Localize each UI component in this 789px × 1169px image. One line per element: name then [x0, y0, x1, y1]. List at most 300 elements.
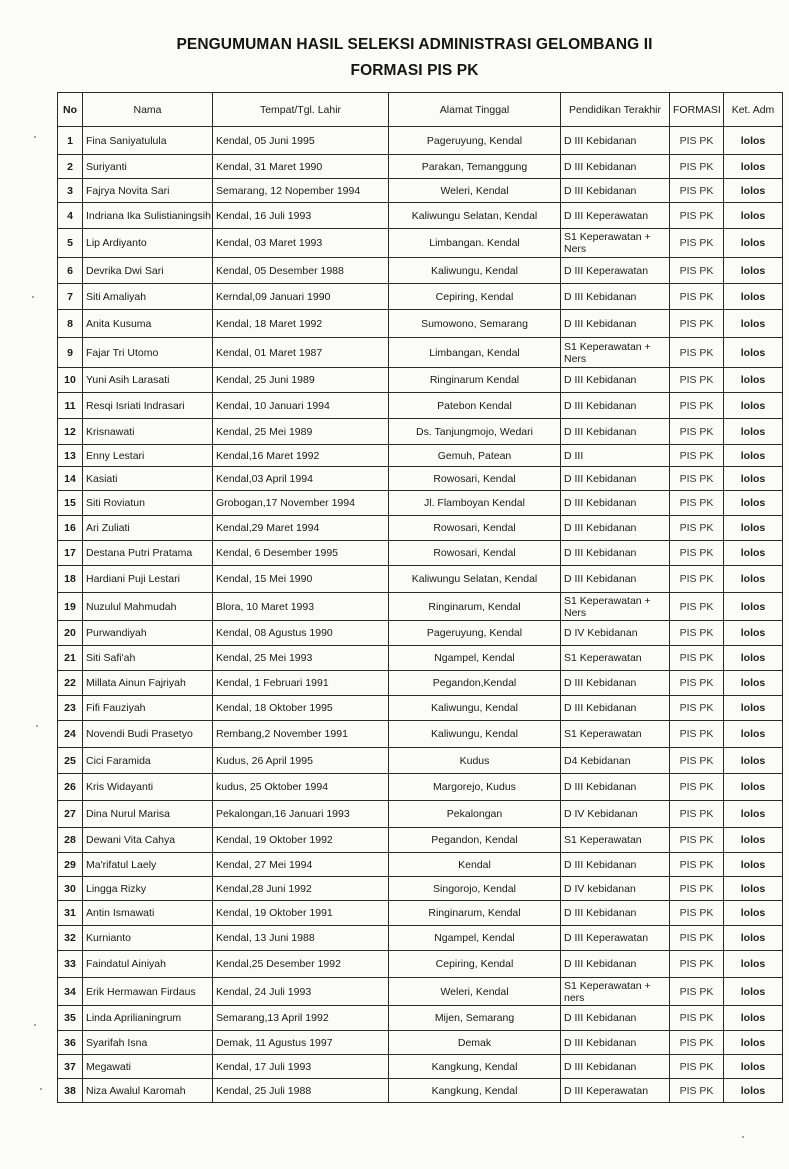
row-ket-adm: lolos [724, 853, 783, 877]
row-formasi: PIS PK [670, 828, 724, 853]
row-pendidikan: D4 Kebidanan [561, 748, 670, 774]
row-nama: Linda Aprilianingrum [83, 1006, 213, 1031]
table-row [58, 1079, 783, 1103]
row-formasi: PIS PK [670, 774, 724, 801]
row-alamat: Kaliwungu Selatan, Kendal [389, 566, 561, 593]
row-tempat-tgl-lahir: Grobogan,17 November 1994 [213, 491, 389, 516]
row-no: 38 [58, 1079, 83, 1103]
row-pendidikan: S1 Keperawatan + ners [561, 978, 670, 1006]
row-nama: Millata Ainun Fajriyah [83, 671, 213, 696]
row-alamat: Kendal [389, 853, 561, 877]
row-alamat: Kaliwungu, Kendal [389, 258, 561, 284]
row-nama: Suriyanti [83, 155, 213, 179]
row-no: 36 [58, 1031, 83, 1055]
row-alamat: Jl. Flamboyan Kendal [389, 491, 561, 516]
row-tempat-tgl-lahir: Kendal, 16 Juli 1993 [213, 203, 389, 229]
table-row [58, 877, 783, 901]
row-nama: Indriana Ika Sulistianingsih [83, 203, 213, 229]
row-tempat-tgl-lahir: Demak, 11 Agustus 1997 [213, 1031, 389, 1055]
row-nama: Kris Widayanti [83, 774, 213, 801]
row-ket-adm: lolos [724, 229, 783, 258]
row-no: 37 [58, 1055, 83, 1079]
row-tempat-tgl-lahir: Semarang,13 April 1992 [213, 1006, 389, 1031]
scan-speck [742, 1136, 744, 1138]
row-no: 2 [58, 155, 83, 179]
row-pendidikan: D III Kebidanan [561, 491, 670, 516]
row-nama: Krisnawati [83, 419, 213, 445]
header-ket-adm: Ket. Adm [724, 93, 783, 127]
row-ket-adm: lolos [724, 774, 783, 801]
row-pendidikan: D III Keperawatan [561, 926, 670, 951]
row-tempat-tgl-lahir: Kendal, 19 Oktober 1991 [213, 901, 389, 926]
row-no: 23 [58, 696, 83, 721]
row-formasi: PIS PK [670, 877, 724, 901]
row-nama: Resqi Isriati Indrasari [83, 393, 213, 419]
row-formasi: PIS PK [670, 258, 724, 284]
row-pendidikan: D III Kebidanan [561, 696, 670, 721]
row-ket-adm: lolos [724, 310, 783, 338]
row-pendidikan: D III Kebidanan [561, 901, 670, 926]
row-tempat-tgl-lahir: Kerndal,09 Januari 1990 [213, 284, 389, 310]
row-formasi: PIS PK [670, 951, 724, 978]
row-ket-adm: lolos [724, 155, 783, 179]
row-no: 13 [58, 445, 83, 467]
row-ket-adm: lolos [724, 516, 783, 541]
row-nama: Novendi Budi Prasetyo [83, 721, 213, 748]
row-nama: Devrika Dwi Sari [83, 258, 213, 284]
table-row [58, 127, 783, 155]
row-ket-adm: lolos [724, 179, 783, 203]
row-tempat-tgl-lahir: Kendal,03 April 1994 [213, 467, 389, 491]
row-nama: Anita Kusuma [83, 310, 213, 338]
row-ket-adm: lolos [724, 419, 783, 445]
row-nama: Niza Awalul Karomah [83, 1079, 213, 1103]
row-no: 4 [58, 203, 83, 229]
row-nama: Kurnianto [83, 926, 213, 951]
row-alamat: Kudus [389, 748, 561, 774]
row-alamat: Patebon Kendal [389, 393, 561, 419]
row-formasi: PIS PK [670, 978, 724, 1006]
row-tempat-tgl-lahir: Kendal,25 Desember 1992 [213, 951, 389, 978]
row-nama: Siti Safi'ah [83, 646, 213, 671]
row-alamat: Pageruyung, Kendal [389, 621, 561, 646]
row-pendidikan: D III Kebidanan [561, 284, 670, 310]
row-alamat: Kaliwungu, Kendal [389, 721, 561, 748]
row-tempat-tgl-lahir: Kendal, 1 Februari 1991 [213, 671, 389, 696]
row-alamat: Ngampel, Kendal [389, 926, 561, 951]
document-title: PENGUMUMAN HASIL SELEKSI ADMINISTRASI GELOMBANG II [176, 36, 653, 53]
row-no: 29 [58, 853, 83, 877]
row-formasi: PIS PK [670, 393, 724, 419]
row-nama: Erik Hermawan Firdaus [83, 978, 213, 1006]
document-subtitle: FORMASI PIS PK [350, 62, 479, 79]
row-pendidikan: D III Kebidanan [561, 853, 670, 877]
table-row [58, 593, 783, 621]
header-tempat-tgl-lahir: Tempat/Tgl. Lahir [213, 93, 389, 127]
row-tempat-tgl-lahir: Kudus, 26 April 1995 [213, 748, 389, 774]
row-pendidikan: D III Kebidanan [561, 1031, 670, 1055]
row-alamat: Limbangan. Kendal [389, 229, 561, 258]
row-ket-adm: lolos [724, 1055, 783, 1079]
row-pendidikan: D III Kebidanan [561, 419, 670, 445]
table-row [58, 801, 783, 828]
row-nama: Kasiati [83, 467, 213, 491]
table-row [58, 179, 783, 203]
header-formasi: FORMASI [670, 93, 724, 127]
row-no: 20 [58, 621, 83, 646]
row-alamat: Cepiring, Kendal [389, 951, 561, 978]
row-nama: Faindatul Ainiyah [83, 951, 213, 978]
table-row [58, 284, 783, 310]
row-ket-adm: lolos [724, 338, 783, 368]
row-formasi: PIS PK [670, 748, 724, 774]
row-ket-adm: lolos [724, 445, 783, 467]
table-row [58, 155, 783, 179]
row-no: 34 [58, 978, 83, 1006]
row-alamat: Mijen, Semarang [389, 1006, 561, 1031]
row-tempat-tgl-lahir: Kendal, 27 Mei 1994 [213, 853, 389, 877]
row-formasi: PIS PK [670, 368, 724, 393]
row-tempat-tgl-lahir: Blora, 10 Maret 1993 [213, 593, 389, 621]
row-ket-adm: lolos [724, 671, 783, 696]
row-alamat: Weleri, Kendal [389, 179, 561, 203]
row-ket-adm: lolos [724, 951, 783, 978]
row-ket-adm: lolos [724, 1031, 783, 1055]
row-ket-adm: lolos [724, 828, 783, 853]
row-tempat-tgl-lahir: Kendal, 18 Maret 1992 [213, 310, 389, 338]
row-formasi: PIS PK [670, 516, 724, 541]
row-formasi: PIS PK [670, 310, 724, 338]
row-tempat-tgl-lahir: Kendal, 24 Juli 1993 [213, 978, 389, 1006]
row-tempat-tgl-lahir: Rembang,2 November 1991 [213, 721, 389, 748]
row-alamat: Kangkung, Kendal [389, 1079, 561, 1103]
table-row [58, 541, 783, 566]
row-no: 5 [58, 229, 83, 258]
row-alamat: Pekalongan [389, 801, 561, 828]
row-pendidikan: D III Kebidanan [561, 155, 670, 179]
row-formasi: PIS PK [670, 1006, 724, 1031]
table-row [58, 828, 783, 853]
row-pendidikan: D IV Kebidanan [561, 801, 670, 828]
table-row [58, 748, 783, 774]
row-ket-adm: lolos [724, 801, 783, 828]
row-alamat: Singorojo, Kendal [389, 877, 561, 901]
row-tempat-tgl-lahir: Kendal, 08 Agustus 1990 [213, 621, 389, 646]
row-no: 1 [58, 127, 83, 155]
row-tempat-tgl-lahir: Kendal, 03 Maret 1993 [213, 229, 389, 258]
row-ket-adm: lolos [724, 284, 783, 310]
row-formasi: PIS PK [670, 229, 724, 258]
row-alamat: Margorejo, Kudus [389, 774, 561, 801]
row-alamat: Rowosari, Kendal [389, 541, 561, 566]
row-formasi: PIS PK [670, 801, 724, 828]
row-alamat: Kaliwungu Selatan, Kendal [389, 203, 561, 229]
row-tempat-tgl-lahir: Kendal,29 Maret 1994 [213, 516, 389, 541]
row-formasi: PIS PK [670, 1079, 724, 1103]
row-no: 28 [58, 828, 83, 853]
row-pendidikan: D III Kebidanan [561, 774, 670, 801]
row-tempat-tgl-lahir: Kendal, 15 Mei 1990 [213, 566, 389, 593]
row-formasi: PIS PK [670, 853, 724, 877]
row-ket-adm: lolos [724, 127, 783, 155]
row-pendidikan: D III Keperawatan [561, 1079, 670, 1103]
row-tempat-tgl-lahir: Kendal, 05 Juni 1995 [213, 127, 389, 155]
row-nama: Yuni Asih Larasati [83, 368, 213, 393]
row-no: 24 [58, 721, 83, 748]
row-nama: Fifi Fauziyah [83, 696, 213, 721]
row-tempat-tgl-lahir: Kendal,16 Maret 1992 [213, 445, 389, 467]
row-nama: Ari Zuliati [83, 516, 213, 541]
row-tempat-tgl-lahir: Kendal, 31 Maret 1990 [213, 155, 389, 179]
row-no: 32 [58, 926, 83, 951]
header-alamat-tinggal: Alamat Tinggal [389, 93, 561, 127]
row-formasi: PIS PK [670, 541, 724, 566]
row-ket-adm: lolos [724, 491, 783, 516]
table-row [58, 853, 783, 877]
row-no: 17 [58, 541, 83, 566]
row-tempat-tgl-lahir: Semarang, 12 Nopember 1994 [213, 179, 389, 203]
table-row [58, 926, 783, 951]
row-pendidikan: D III Kebidanan [561, 671, 670, 696]
row-nama: Siti Amaliyah [83, 284, 213, 310]
row-alamat: Ds. Tanjungmojo, Wedari [389, 419, 561, 445]
row-ket-adm: lolos [724, 646, 783, 671]
table-row [58, 646, 783, 671]
row-alamat: Kangkung, Kendal [389, 1055, 561, 1079]
table-header-row [58, 93, 783, 127]
row-pendidikan: D III Kebidanan [561, 1055, 670, 1079]
row-tempat-tgl-lahir: Pekalongan,16 Januari 1993 [213, 801, 389, 828]
row-tempat-tgl-lahir: Kendal, 25 Mei 1989 [213, 419, 389, 445]
row-nama: Dewani Vita Cahya [83, 828, 213, 853]
row-ket-adm: lolos [724, 368, 783, 393]
table-row [58, 721, 783, 748]
row-alamat: Gemuh, Patean [389, 445, 561, 467]
scan-speck [40, 1088, 42, 1090]
row-ket-adm: lolos [724, 1006, 783, 1031]
row-tempat-tgl-lahir: Kendal, 05 Desember 1988 [213, 258, 389, 284]
row-ket-adm: lolos [724, 393, 783, 419]
row-formasi: PIS PK [670, 284, 724, 310]
row-alamat: Pegandon, Kendal [389, 828, 561, 853]
row-formasi: PIS PK [670, 155, 724, 179]
row-pendidikan: D III Kebidanan [561, 368, 670, 393]
row-formasi: PIS PK [670, 467, 724, 491]
row-formasi: PIS PK [670, 566, 724, 593]
row-formasi: PIS PK [670, 1055, 724, 1079]
row-alamat: Ngampel, Kendal [389, 646, 561, 671]
row-nama: Siti Roviatun [83, 491, 213, 516]
row-nama: Destana Putri Pratama [83, 541, 213, 566]
row-no: 6 [58, 258, 83, 284]
row-ket-adm: lolos [724, 467, 783, 491]
table-row [58, 310, 783, 338]
row-pendidikan: D III Kebidanan [561, 467, 670, 491]
row-formasi: PIS PK [670, 593, 724, 621]
row-tempat-tgl-lahir: Kendal, 01 Maret 1987 [213, 338, 389, 368]
row-formasi: PIS PK [670, 419, 724, 445]
row-no: 35 [58, 1006, 83, 1031]
row-pendidikan: S1 Keperawatan [561, 646, 670, 671]
row-tempat-tgl-lahir: Kendal, 25 Juli 1988 [213, 1079, 389, 1103]
row-ket-adm: lolos [724, 748, 783, 774]
row-ket-adm: lolos [724, 566, 783, 593]
table-row [58, 774, 783, 801]
table-row [58, 1055, 783, 1079]
row-pendidikan: D III Kebidanan [561, 541, 670, 566]
row-nama: Fina Saniyatulula [83, 127, 213, 155]
row-no: 15 [58, 491, 83, 516]
scan-speck [32, 296, 34, 298]
row-pendidikan: D IV kebidanan [561, 877, 670, 901]
row-no: 21 [58, 646, 83, 671]
table-row [58, 978, 783, 1006]
row-tempat-tgl-lahir: Kendal, 13 Juni 1988 [213, 926, 389, 951]
scan-speck [34, 136, 36, 138]
row-no: 30 [58, 877, 83, 901]
row-pendidikan: D III Keperawatan [561, 258, 670, 284]
header-pendidikan-terakhir: Pendidikan Terakhir [561, 93, 670, 127]
row-tempat-tgl-lahir: Kendal, 25 Juni 1989 [213, 368, 389, 393]
row-alamat: Pageruyung, Kendal [389, 127, 561, 155]
row-tempat-tgl-lahir: kudus, 25 Oktober 1994 [213, 774, 389, 801]
row-no: 10 [58, 368, 83, 393]
table-row [58, 516, 783, 541]
row-alamat: Ringinarum, Kendal [389, 901, 561, 926]
table-row [58, 393, 783, 419]
row-formasi: PIS PK [670, 445, 724, 467]
table-row [58, 901, 783, 926]
table-row [58, 467, 783, 491]
table-row [58, 368, 783, 393]
row-pendidikan: D III Kebidanan [561, 127, 670, 155]
row-formasi: PIS PK [670, 901, 724, 926]
row-formasi: PIS PK [670, 646, 724, 671]
table-row [58, 566, 783, 593]
row-nama: Nuzulul Mahmudah [83, 593, 213, 621]
table-row [58, 491, 783, 516]
row-pendidikan: D III Kebidanan [561, 951, 670, 978]
row-no: 22 [58, 671, 83, 696]
row-nama: Dina Nurul Marisa [83, 801, 213, 828]
row-pendidikan: D III Kebidanan [561, 1006, 670, 1031]
row-tempat-tgl-lahir: Kendal, 10 Januari 1994 [213, 393, 389, 419]
row-ket-adm: lolos [724, 203, 783, 229]
row-alamat: Sumowono, Semarang [389, 310, 561, 338]
row-no: 12 [58, 419, 83, 445]
row-ket-adm: lolos [724, 258, 783, 284]
table-row [58, 671, 783, 696]
row-pendidikan: D III [561, 445, 670, 467]
row-pendidikan: S1 Keperawatan + Ners [561, 593, 670, 621]
row-pendidikan: D III Keperawatan [561, 203, 670, 229]
header-no: No [58, 93, 83, 127]
row-ket-adm: lolos [724, 901, 783, 926]
row-pendidikan: D III Kebidanan [561, 179, 670, 203]
row-no: 16 [58, 516, 83, 541]
row-ket-adm: lolos [724, 877, 783, 901]
row-no: 8 [58, 310, 83, 338]
row-no: 26 [58, 774, 83, 801]
row-nama: Antin Ismawati [83, 901, 213, 926]
table-row [58, 338, 783, 368]
row-nama: Megawati [83, 1055, 213, 1079]
row-formasi: PIS PK [670, 127, 724, 155]
row-no: 9 [58, 338, 83, 368]
row-formasi: PIS PK [670, 179, 724, 203]
row-ket-adm: lolos [724, 978, 783, 1006]
row-tempat-tgl-lahir: Kendal, 18 Oktober 1995 [213, 696, 389, 721]
row-nama: Fajar Tri Utomo [83, 338, 213, 368]
row-nama: Fajrya Novita Sari [83, 179, 213, 203]
row-alamat: Weleri, Kendal [389, 978, 561, 1006]
row-nama: Cici Faramida [83, 748, 213, 774]
row-pendidikan: D III Kebidanan [561, 566, 670, 593]
row-no: 31 [58, 901, 83, 926]
header-nama: Nama [83, 93, 213, 127]
row-ket-adm: lolos [724, 696, 783, 721]
row-no: 33 [58, 951, 83, 978]
row-formasi: PIS PK [670, 621, 724, 646]
row-no: 7 [58, 284, 83, 310]
row-nama: Lingga Rizky [83, 877, 213, 901]
row-pendidikan: D III Kebidanan [561, 393, 670, 419]
scan-speck [34, 1024, 36, 1026]
row-alamat: Limbangan, Kendal [389, 338, 561, 368]
row-alamat: Kaliwungu, Kendal [389, 696, 561, 721]
row-no: 25 [58, 748, 83, 774]
row-nama: Enny Lestari [83, 445, 213, 467]
row-nama: Syarifah Isna [83, 1031, 213, 1055]
row-ket-adm: lolos [724, 1079, 783, 1103]
row-pendidikan: D III Kebidanan [561, 516, 670, 541]
selection-results-table [57, 92, 783, 1103]
row-pendidikan: S1 Keperawatan [561, 828, 670, 853]
row-pendidikan: S1 Keperawatan [561, 721, 670, 748]
table-row [58, 229, 783, 258]
row-ket-adm: lolos [724, 621, 783, 646]
row-alamat: Rowosari, Kendal [389, 467, 561, 491]
row-alamat: Ringinarum, Kendal [389, 593, 561, 621]
row-nama: Lip Ardiyanto [83, 229, 213, 258]
table-row [58, 203, 783, 229]
row-ket-adm: lolos [724, 721, 783, 748]
row-alamat: Ringinarum Kendal [389, 368, 561, 393]
row-alamat: Demak [389, 1031, 561, 1055]
row-formasi: PIS PK [670, 491, 724, 516]
row-tempat-tgl-lahir: Kendal, 25 Mei 1993 [213, 646, 389, 671]
row-ket-adm: lolos [724, 593, 783, 621]
row-ket-adm: lolos [724, 926, 783, 951]
row-alamat: Cepiring, Kendal [389, 284, 561, 310]
row-ket-adm: lolos [724, 541, 783, 566]
row-alamat: Rowosari, Kendal [389, 516, 561, 541]
row-tempat-tgl-lahir: Kendal, 19 Oktober 1992 [213, 828, 389, 853]
row-tempat-tgl-lahir: Kendal,28 Juni 1992 [213, 877, 389, 901]
row-formasi: PIS PK [670, 203, 724, 229]
row-no: 18 [58, 566, 83, 593]
row-formasi: PIS PK [670, 671, 724, 696]
row-nama: Hardiani Puji Lestari [83, 566, 213, 593]
table-row [58, 445, 783, 467]
table-row [58, 258, 783, 284]
table-row [58, 419, 783, 445]
scan-speck [36, 725, 38, 727]
row-formasi: PIS PK [670, 1031, 724, 1055]
row-alamat: Pegandon,Kendal [389, 671, 561, 696]
table-row [58, 621, 783, 646]
table-row [58, 696, 783, 721]
